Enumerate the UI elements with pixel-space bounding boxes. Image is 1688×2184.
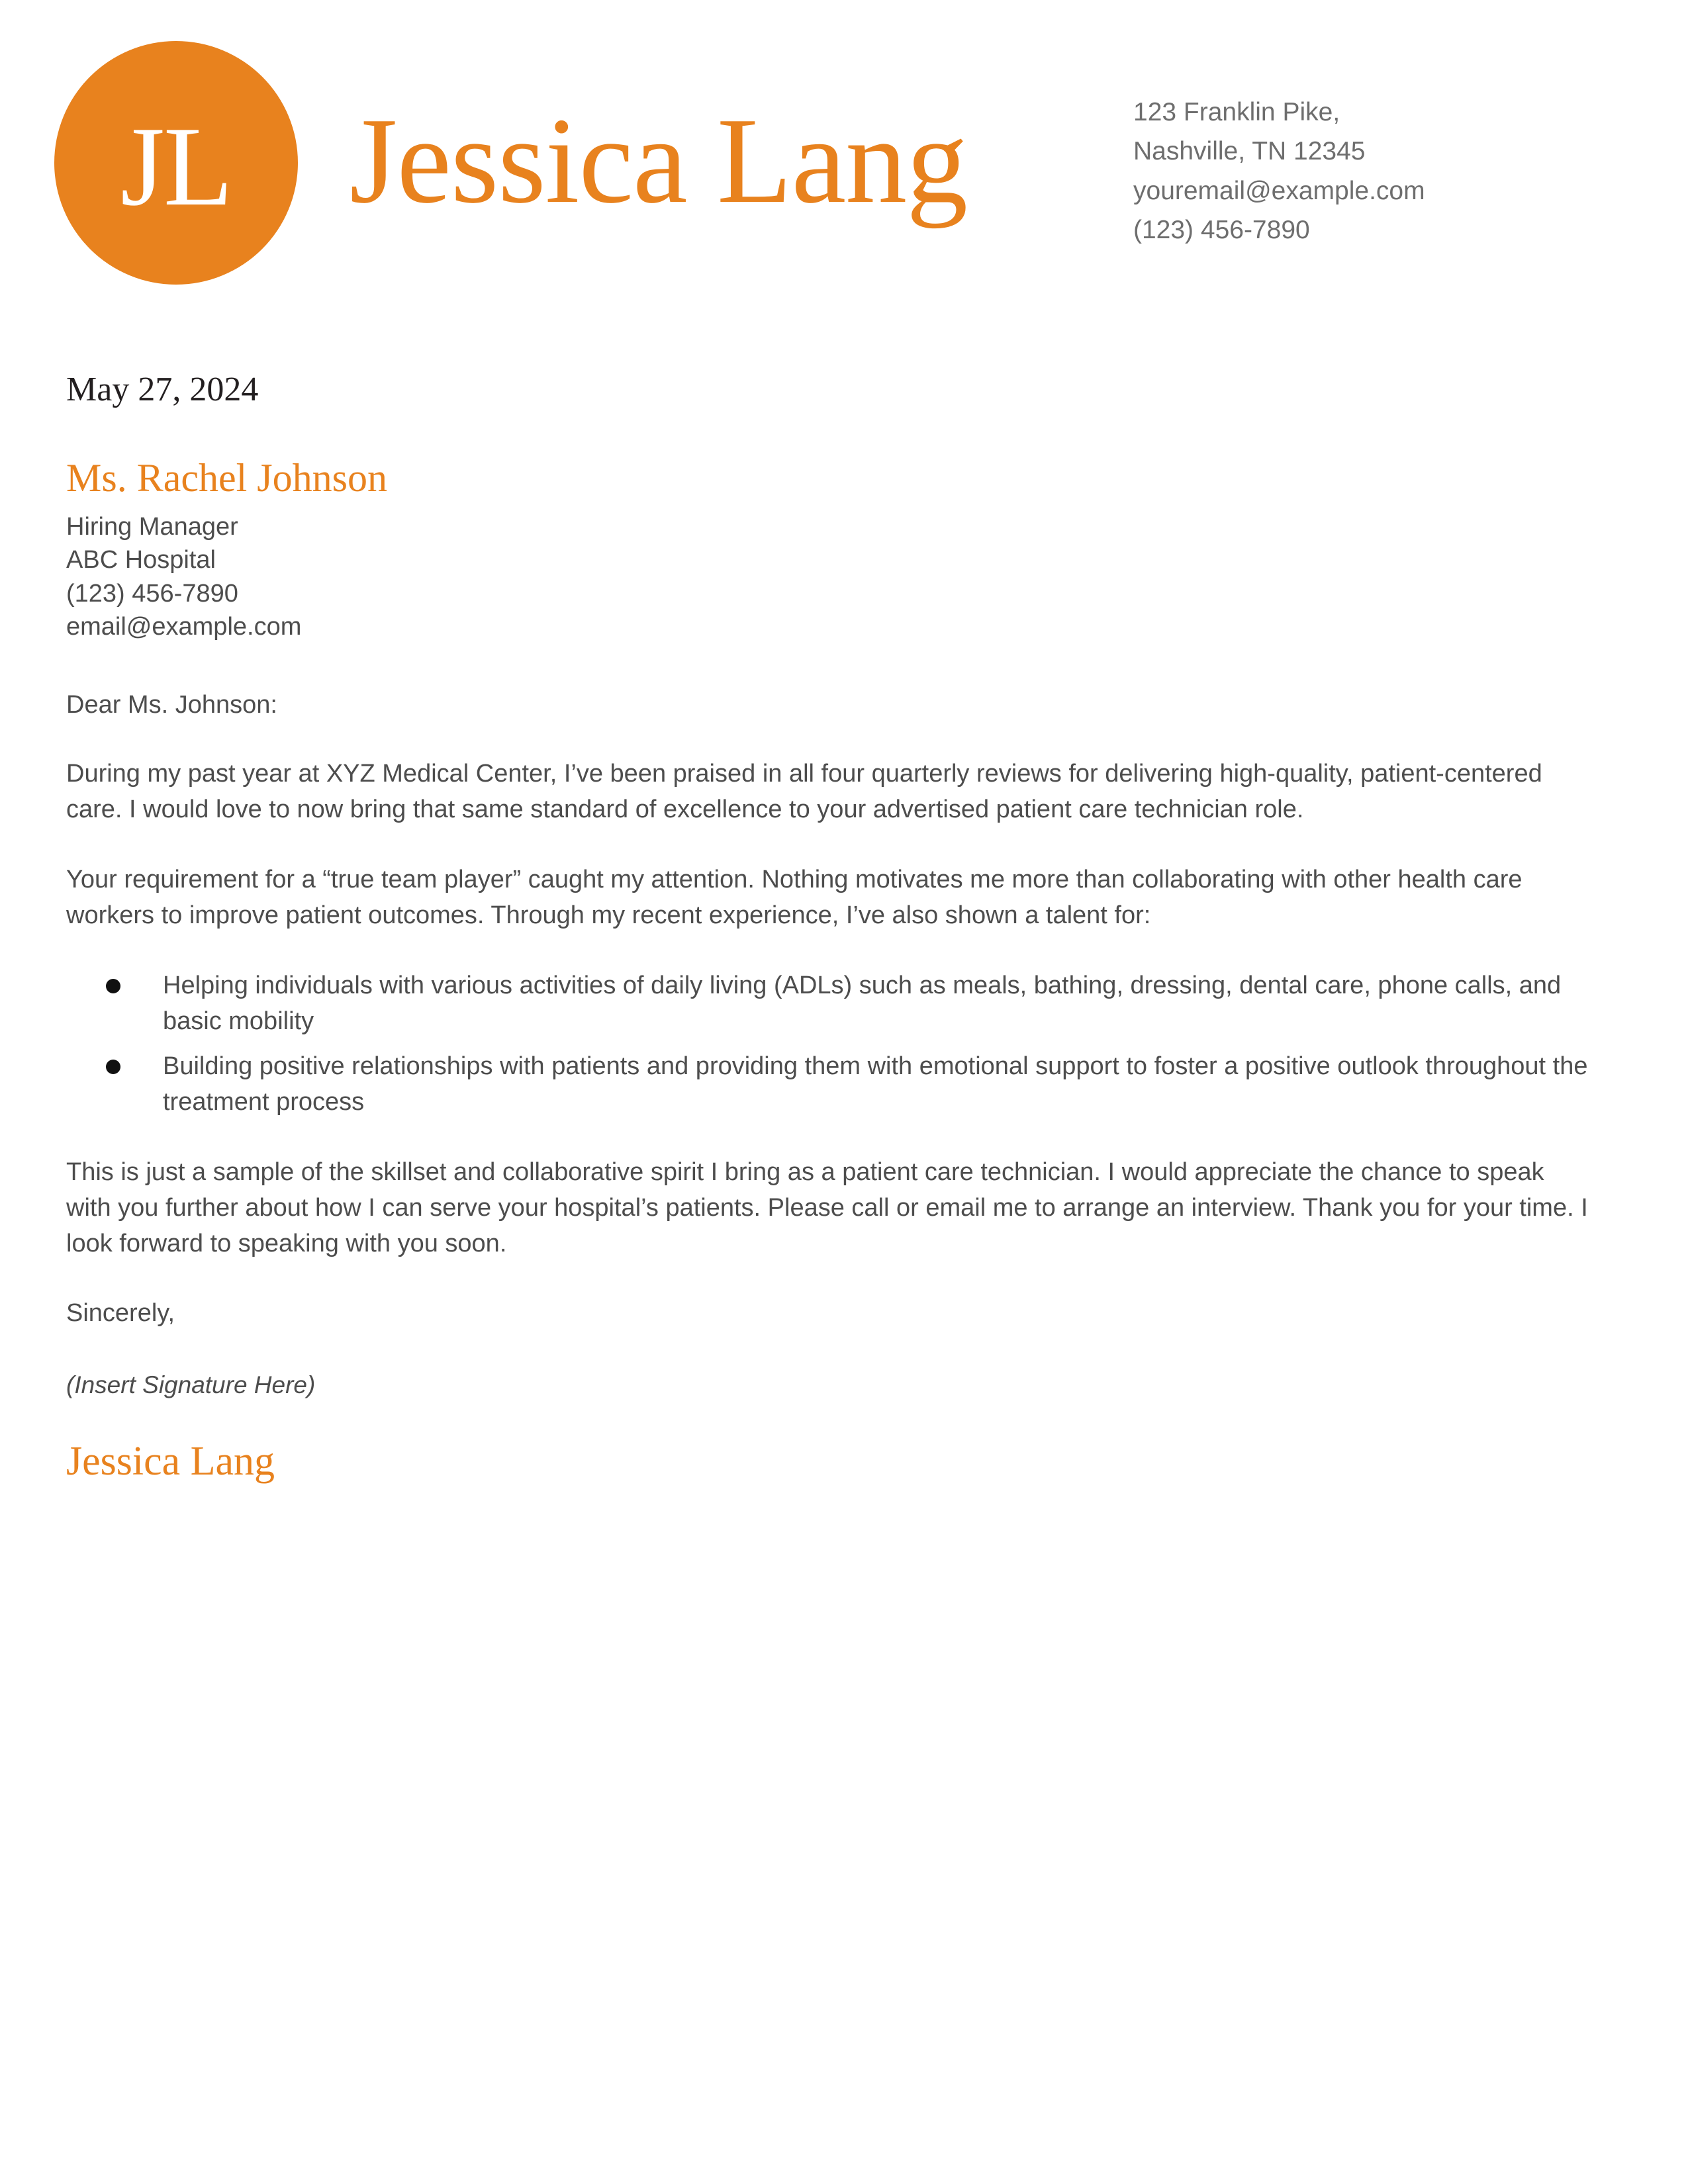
letter-body xyxy=(66,371,1595,1484)
sender-city-state-zip: Nashville, TN 12345 xyxy=(1133,137,1366,166)
sender-email: youremail@example.com xyxy=(1133,176,1425,205)
letter-date: May 27, 2024 xyxy=(66,371,259,408)
monogram-logo-icon xyxy=(54,41,298,285)
signature-name: Jessica Lang xyxy=(66,1438,275,1484)
list-item-text: Building positive relationships with patients and providing them with emotional support to foster a positive outlook throughout the treatment process xyxy=(163,1052,1588,1116)
body-paragraph-1: During my past year at XYZ Medical Center, I’ve been praised in all four quarterly reviews for delivering high-quality, patient-centered care. I would love to now bring that same standard of excellence to your advertised patient care technician role. xyxy=(66,760,1542,824)
recipient-title: Hiring Manager xyxy=(66,513,238,541)
recipient-company: ABC Hospital xyxy=(66,546,216,574)
monogram-initials: JL xyxy=(120,104,232,230)
sender-street-address: 123 Franklin Pike, xyxy=(1133,98,1340,126)
skills-bullet-list xyxy=(66,968,1595,1120)
recipient-details-block xyxy=(66,510,1595,643)
sender-contact-block xyxy=(1133,93,1425,250)
closing-paragraph: This is just a sample of the skillset and collaborative spirit I bring as a patient care technician. I would appreciate the chance to speak with you further about how I can serve your hospital’s patients. Please call or email me to arrange an interview. Thank you for your time. I look forward to speaking with you soon. xyxy=(66,1158,1588,1257)
signature-placeholder: (Insert Signature Here) xyxy=(66,1371,316,1398)
list-item xyxy=(106,1049,1595,1120)
page-title: Jessica Lang xyxy=(350,93,968,229)
letterhead-header xyxy=(0,0,1688,311)
recipient-phone: (123) 456-7890 xyxy=(66,579,238,608)
bullet-dot-icon xyxy=(106,979,120,993)
salutation: Dear Ms. Johnson: xyxy=(66,690,277,719)
closing-salutation: Sincerely, xyxy=(66,1298,175,1327)
sender-phone: (123) 456-7890 xyxy=(1133,215,1310,244)
body-paragraph-2: Your requirement for a “true team player” caught my attention. Nothing motivates me more than collaborating with other health care workers to improve patient outcomes. Through my recent experience, I’ve also shown a talent for: xyxy=(66,866,1523,929)
recipient-name: Ms. Rachel Johnson xyxy=(66,456,387,500)
recipient-email: email@example.com xyxy=(66,612,302,641)
bullet-dot-icon xyxy=(106,1060,120,1074)
list-item xyxy=(106,968,1595,1040)
list-item-text: Helping individuals with various activities of daily living (ADLs) such as meals, bathing, dressing, dental care, phone calls, and basic mobility xyxy=(163,971,1562,1035)
